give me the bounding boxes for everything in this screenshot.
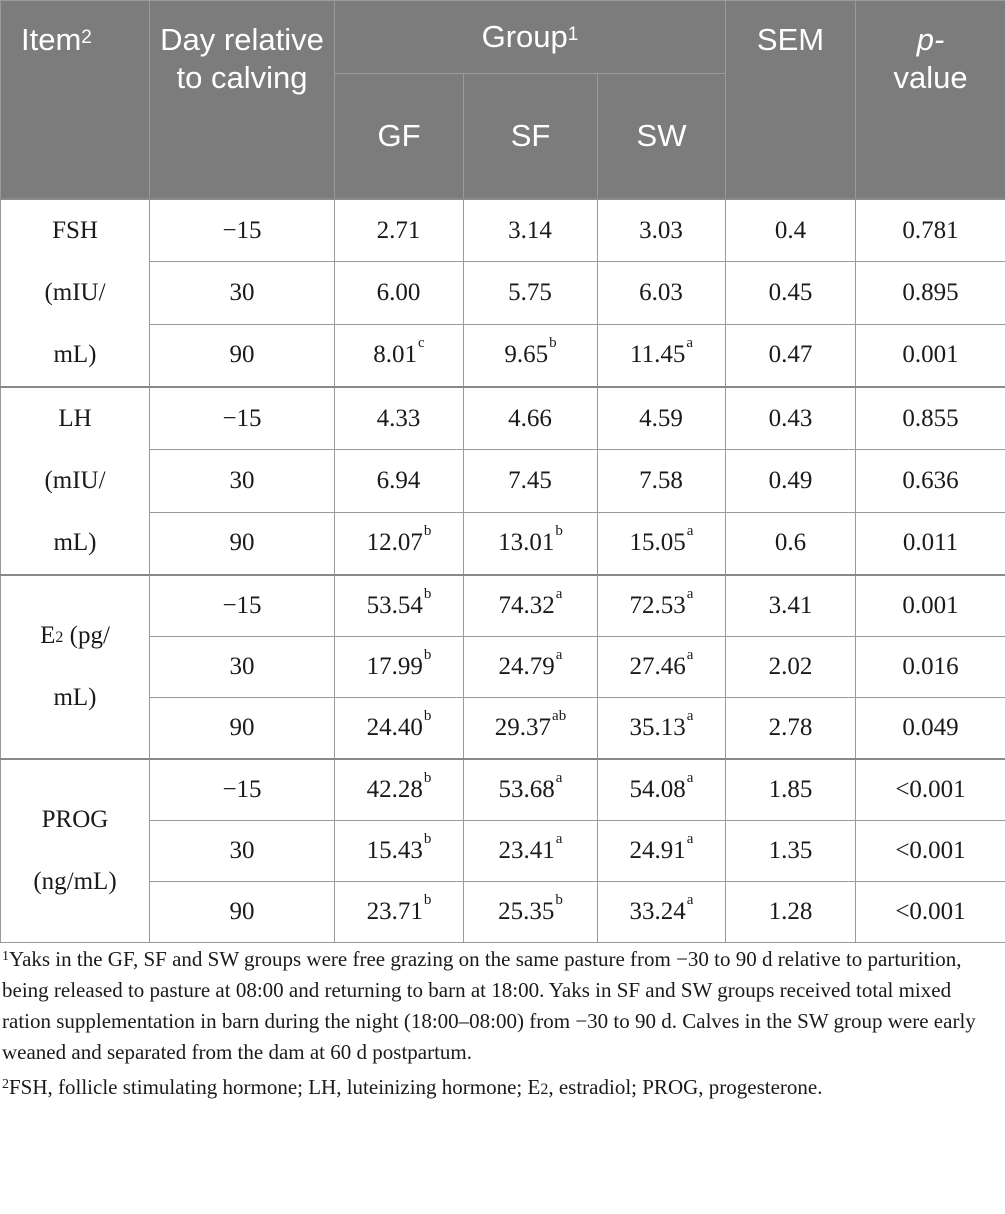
cell-sw-value: 3.03 — [639, 216, 683, 244]
cell-pvalue-value: 0.855 — [902, 404, 959, 432]
cell-sf — [464, 387, 598, 450]
group-label-line: PROG — [41, 806, 109, 833]
cell-day-value: 30 — [229, 278, 255, 306]
header-pvalue-rest: value — [893, 60, 968, 95]
cell-sem-value: 0.6 — [774, 529, 807, 557]
cell-sf — [464, 821, 598, 882]
cell-sf-value: 5.75 — [508, 278, 552, 306]
header-group-label: Group — [481, 19, 568, 54]
cell-sem — [726, 759, 856, 821]
header-item-label: Item — [21, 22, 82, 57]
cell-pvalue-value: 0.016 — [902, 653, 959, 680]
cell-sw-superscript: a — [686, 586, 694, 602]
cell-day — [150, 637, 335, 698]
cell-pvalue-value: <0.001 — [895, 776, 966, 803]
cell-sf — [464, 450, 598, 512]
cell-sf-value: 9.65 — [504, 341, 549, 369]
cell-sf-superscript: b — [555, 523, 563, 540]
footnote-1-marker: 1 — [2, 949, 9, 964]
footnote-2-text-b: , estradiol; PROG, progesterone. — [548, 1075, 823, 1099]
header-item — [1, 1, 150, 200]
group-label-line: (mIU/ — [44, 279, 106, 306]
table-row — [1, 262, 1005, 324]
cell-sem-value: 1.28 — [768, 898, 813, 925]
cell-day-value: −15 — [222, 216, 262, 244]
table-body — [1, 199, 1005, 943]
cell-sf — [464, 575, 598, 637]
cell-sem — [726, 450, 856, 512]
cell-pvalue-value: 0.049 — [902, 714, 959, 741]
cell-pvalue — [856, 698, 1005, 760]
cell-sw-value: 11.45 — [630, 341, 686, 369]
cell-sw-superscript: a — [686, 892, 694, 908]
cell-day-value: −15 — [222, 592, 262, 619]
footnote-2-marker: 2 — [2, 1077, 9, 1092]
cell-pvalue-value: <0.001 — [895, 898, 966, 925]
cell-sw — [598, 698, 726, 760]
cell-gf-superscript: b — [423, 708, 432, 724]
cell-sf-superscript: a — [555, 647, 563, 663]
header-item-sup: 2 — [81, 27, 92, 48]
cell-gf-value: 24.40 — [366, 714, 423, 741]
cell-sw — [598, 637, 726, 698]
cell-gf-value: 23.71 — [366, 898, 423, 925]
cell-sem — [726, 698, 856, 760]
group-label-part: mL) — [53, 684, 97, 711]
cell-day — [150, 759, 335, 821]
cell-day-value: 90 — [229, 529, 255, 557]
cell-gf — [335, 575, 464, 637]
cell-pvalue — [856, 821, 1005, 882]
cell-sem — [726, 882, 856, 943]
cell-sf — [464, 512, 598, 575]
cell-gf-value: 6.00 — [376, 278, 421, 306]
cell-sf-value: 53.68 — [498, 776, 555, 803]
cell-sf — [464, 262, 598, 324]
cell-sf — [464, 199, 598, 262]
header-day-label: Day relative to calving — [160, 22, 324, 95]
footnote-2-text-a: FSH, follicle stimulating hormone; LH, luteinizing hormone; E — [9, 1075, 541, 1099]
footnote-1 — [2, 944, 987, 1068]
cell-pvalue-value: 0.001 — [902, 592, 959, 619]
table-row — [1, 199, 1005, 262]
cell-sf — [464, 637, 598, 698]
table-row — [1, 575, 1005, 637]
cell-sem-value: 2.78 — [768, 714, 813, 741]
cell-pvalue — [856, 450, 1005, 512]
cell-sf — [464, 759, 598, 821]
cell-sw-superscript: a — [686, 523, 694, 540]
cell-sem — [726, 199, 856, 262]
cell-sw-value: 15.05 — [629, 529, 686, 557]
cell-pvalue — [856, 512, 1005, 575]
cell-gf — [335, 387, 464, 450]
cell-pvalue — [856, 199, 1005, 262]
cell-gf-value: 8.01 — [373, 341, 418, 369]
footnote-2 — [2, 1072, 987, 1103]
table-row — [1, 759, 1005, 821]
cell-sw — [598, 387, 726, 450]
group-label-line: LH — [58, 405, 92, 432]
group-label-part: (pg/ — [63, 622, 110, 649]
cell-sw-value: 7.58 — [639, 466, 683, 494]
cell-sem-value: 0.49 — [768, 466, 813, 494]
cell-pvalue — [856, 637, 1005, 698]
cell-day-value: 90 — [229, 898, 255, 925]
cell-sf-value: 74.32 — [498, 592, 555, 619]
cell-gf — [335, 882, 464, 943]
cell-day — [150, 450, 335, 512]
cell-gf — [335, 821, 464, 882]
cell-day — [150, 575, 335, 637]
cell-sem — [726, 262, 856, 324]
group-label-line: (mIU/ — [44, 467, 106, 494]
footnote-1-text: Yaks in the GF, SF and SW groups were free grazing on the same pasture from −30 to 90 d relative to parturition, being released to pasture at 08:00 and returning to barn at 18:00. Yaks in SF and SW groups received total mixed ration supplementation in barn during the night (18:00–08:00) from −30 to 90 d. Calves in the SW group were early weaned and separated from the dam at 60 d postpartum. — [2, 947, 976, 1064]
cell-gf-value: 42.28 — [366, 776, 423, 803]
cell-sf-superscript: a — [555, 770, 563, 786]
cell-gf-value: 12.07 — [366, 529, 423, 557]
cell-gf-value: 17.99 — [366, 653, 423, 680]
table-row — [1, 698, 1005, 760]
cell-sf — [464, 698, 598, 760]
cell-sw-value: 35.13 — [629, 714, 686, 741]
cell-sw-value: 72.53 — [629, 592, 686, 619]
footnotes — [0, 944, 987, 1107]
cell-sw — [598, 262, 726, 324]
header-pvalue — [856, 1, 1005, 200]
cell-sem — [726, 575, 856, 637]
cell-sw-superscript: a — [686, 335, 693, 352]
cell-gf-value: 4.33 — [376, 404, 421, 432]
cell-sem — [726, 387, 856, 450]
cell-day — [150, 821, 335, 882]
cell-gf — [335, 199, 464, 262]
cell-sw-superscript: a — [686, 708, 694, 724]
cell-gf — [335, 637, 464, 698]
cell-sf-value: 7.45 — [508, 466, 552, 494]
cell-sem-value: 1.35 — [768, 837, 813, 864]
cell-sw-value: 27.46 — [629, 653, 686, 680]
cell-gf — [335, 759, 464, 821]
cell-day — [150, 324, 335, 387]
header-sw-label: SW — [636, 118, 687, 153]
row-group-label — [1, 199, 150, 387]
table-row — [1, 882, 1005, 943]
cell-gf-value: 6.94 — [376, 466, 421, 494]
table-row — [1, 450, 1005, 512]
cell-sf-superscript: b — [549, 335, 557, 352]
cell-day-value: 90 — [229, 341, 255, 369]
cell-sem-value: 0.43 — [768, 404, 813, 432]
header-sw — [598, 74, 726, 200]
cell-gf-superscript: b — [423, 770, 432, 786]
cell-day — [150, 262, 335, 324]
cell-day — [150, 882, 335, 943]
group-label-subscript: 2 — [55, 629, 64, 646]
cell-sw-superscript: a — [686, 647, 694, 663]
cell-gf-value: 2.71 — [376, 216, 421, 244]
cell-pvalue-value: 0.011 — [902, 529, 959, 557]
cell-sw — [598, 450, 726, 512]
cell-gf — [335, 450, 464, 512]
cell-gf-superscript: b — [423, 523, 432, 540]
cell-day-value: 30 — [229, 653, 255, 680]
cell-gf-superscript: b — [423, 831, 432, 847]
cell-sem — [726, 512, 856, 575]
cell-sf — [464, 324, 598, 387]
cell-sw-value: 33.24 — [629, 898, 686, 925]
cell-sw — [598, 324, 726, 387]
cell-sf-value: 29.37 — [494, 714, 552, 741]
cell-gf — [335, 698, 464, 760]
header-gf — [335, 74, 464, 200]
cell-day — [150, 512, 335, 575]
cell-sf-value: 13.01 — [498, 529, 555, 557]
cell-sem-value: 3.41 — [768, 592, 813, 619]
cell-sem-value: 1.85 — [768, 776, 813, 803]
cell-sw — [598, 882, 726, 943]
cell-sf-superscript: b — [555, 892, 563, 908]
cell-pvalue — [856, 575, 1005, 637]
cell-day — [150, 698, 335, 760]
cell-sw-value: 54.08 — [629, 776, 686, 803]
cell-sw — [598, 512, 726, 575]
cell-gf-superscript: c — [418, 335, 425, 352]
header-day — [150, 1, 335, 200]
row-group-label — [1, 575, 150, 759]
cell-pvalue — [856, 324, 1005, 387]
cell-gf-superscript: b — [423, 586, 432, 602]
table-row — [1, 821, 1005, 882]
cell-sf-value: 24.79 — [498, 653, 555, 680]
cell-gf — [335, 512, 464, 575]
cell-sw — [598, 575, 726, 637]
cell-day — [150, 199, 335, 262]
cell-pvalue — [856, 882, 1005, 943]
cell-pvalue — [856, 387, 1005, 450]
table-row — [1, 512, 1005, 575]
header-group-sup: 1 — [567, 24, 579, 45]
footnote-2-subscript: 2 — [540, 1081, 549, 1098]
cell-gf — [335, 324, 464, 387]
cell-pvalue-value: <0.001 — [895, 837, 966, 864]
cell-sf — [464, 882, 598, 943]
cell-sem — [726, 637, 856, 698]
table-row — [1, 387, 1005, 450]
cell-gf-value: 15.43 — [366, 837, 423, 864]
header-sem-label: SEM — [756, 22, 825, 57]
group-label-part: E — [40, 622, 56, 649]
cell-pvalue-value: 0.001 — [902, 341, 959, 369]
cell-sw-value: 6.03 — [639, 278, 683, 306]
cell-sw-superscript: a — [686, 831, 694, 847]
group-label-line: (ng/mL) — [33, 868, 117, 895]
cell-sw — [598, 199, 726, 262]
cell-sf-value: 4.66 — [508, 404, 552, 432]
cell-sw-value: 24.91 — [629, 837, 686, 864]
cell-day-value: −15 — [222, 404, 262, 432]
cell-sf-superscript: a — [555, 831, 563, 847]
header-gf-label: GF — [377, 118, 421, 153]
cell-sem-value: 0.45 — [768, 278, 813, 306]
cell-pvalue-value: 0.895 — [902, 278, 959, 306]
cell-sf-superscript: ab — [552, 708, 567, 724]
cell-day-value: 30 — [229, 837, 255, 864]
cell-gf-superscript: b — [423, 892, 432, 908]
row-group-label — [1, 759, 150, 943]
cell-sw-value: 4.59 — [639, 404, 683, 432]
cell-day-value: −15 — [222, 776, 262, 803]
cell-sem — [726, 821, 856, 882]
header-pvalue-p: p- — [916, 22, 945, 57]
cell-gf-value: 53.54 — [366, 592, 423, 619]
header-sf-label: SF — [510, 118, 551, 153]
cell-sf-value: 25.35 — [498, 898, 555, 925]
cell-sf-superscript: a — [555, 586, 563, 602]
header-sf — [464, 74, 598, 200]
cell-sw — [598, 821, 726, 882]
cell-pvalue-value: 0.781 — [902, 216, 959, 244]
cell-sem-value: 0.47 — [768, 341, 813, 369]
table-row — [1, 324, 1005, 387]
group-label-line: FSH — [52, 217, 98, 244]
header-sem — [726, 1, 856, 200]
cell-sf-value: 3.14 — [508, 216, 552, 244]
cell-day-value: 30 — [229, 466, 255, 494]
cell-sw-superscript: a — [686, 770, 694, 786]
cell-gf-superscript: b — [423, 647, 432, 663]
cell-day — [150, 387, 335, 450]
cell-sem-value: 0.4 — [774, 216, 807, 244]
cell-sf-value: 23.41 — [498, 837, 555, 864]
cell-pvalue — [856, 262, 1005, 324]
header-group — [335, 1, 726, 74]
cell-sem-value: 2.02 — [768, 653, 813, 680]
row-group-label — [1, 387, 150, 575]
cell-day-value: 90 — [229, 714, 255, 741]
group-label-line: mL) — [53, 341, 97, 368]
cell-gf — [335, 262, 464, 324]
cell-sem — [726, 324, 856, 387]
table-row — [1, 637, 1005, 698]
cell-pvalue — [856, 759, 1005, 821]
group-label-line: mL) — [53, 529, 97, 556]
cell-sw — [598, 759, 726, 821]
cell-pvalue-value: 0.636 — [902, 466, 959, 494]
